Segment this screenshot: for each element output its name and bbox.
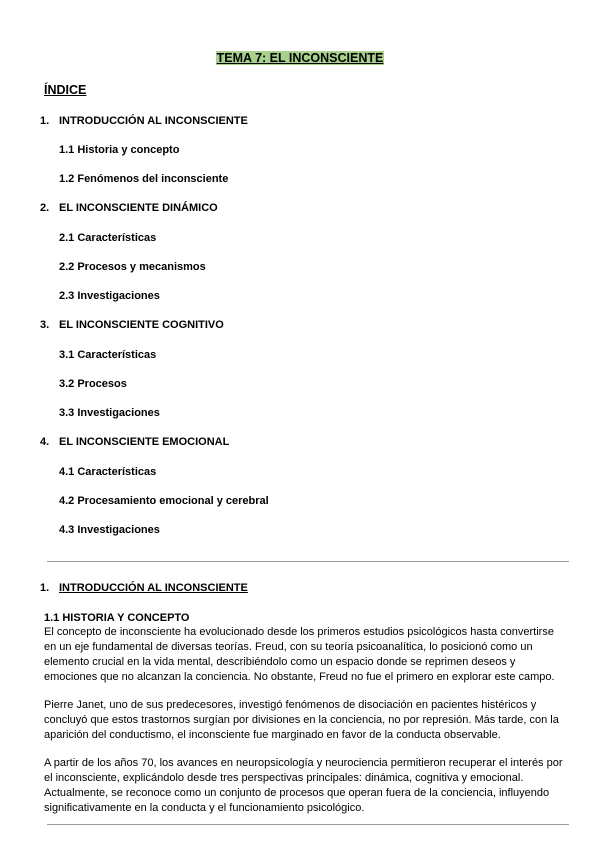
bottom-divider [47,824,569,825]
page-title [0,50,600,66]
toc-item-2-3[interactable]: 2.3 Investigaciones [59,290,160,302]
toc-label: EL INCONSCIENTE COGNITIVO [59,319,224,331]
section-heading [40,581,248,595]
toc-number: 1. [40,115,50,127]
index-heading: ÍNDICE [44,83,87,97]
toc-item-3-2[interactable]: 3.2 Procesos [59,378,127,390]
page-title-text: TEMA 7: EL INCONSCIENTE [216,51,384,65]
paragraph-line: El concepto de inconsciente ha evolucionado desde los primeros estudios psicológicos hasta convertirse [44,626,554,638]
paragraph-line: aparición del conductismo, el inconsciente fue marginado en favor de la conducta observable. [44,729,501,741]
toc-item-1-1[interactable]: 1.1 Historia y concepto [59,144,180,156]
paragraph-line: elemento crucial en la vida mental, describiéndolo como un espacio donde se reprimen deseos y [44,656,516,668]
paragraph [44,756,564,816]
toc-item-4-1[interactable]: 4.1 Características [59,466,157,478]
toc-item-4[interactable] [40,435,229,449]
section-heading-text: INTRODUCCIÓN AL INCONSCIENTE [59,582,248,594]
toc-item-2-1[interactable]: 2.1 Características [59,232,157,244]
paragraph-line: en un eje fundamental de diversas teorías. Freud, con su teoría psicoanalítica, lo posicionó como un [44,641,533,653]
toc-item-4-3[interactable]: 4.3 Investigaciones [59,524,160,536]
toc-number: 3. [40,319,50,331]
toc-item-1-2[interactable]: 1.2 Fenómenos del inconsciente [59,173,229,185]
section-divider [47,561,569,562]
toc-item-4-2[interactable]: 4.2 Procesamiento emocional y cerebral [59,495,269,507]
toc-item-3[interactable] [40,318,224,332]
paragraph-line: Actualmente, se reconoce como un conjunto de procesos que operan fuera de la conciencia, influyendo [44,787,550,799]
toc-item-2-2[interactable]: 2.2 Procesos y mecanismos [59,261,206,273]
toc-label: EL INCONSCIENTE DINÁMICO [59,202,218,214]
paragraph-line: emociones que no alcanzan la conciencia. No obstante, Freud no fue el primero en explorar este campo. [44,671,555,683]
paragraph [44,698,564,743]
paragraph-line: el inconsciente, explicándolo desde tres perspectivas principales: dinámica, cognitiva y emocional. [44,772,524,784]
toc-number: 2. [40,202,50,214]
paragraph [44,625,564,685]
paragraph-line: Pierre Janet, uno de sus predecesores, investigó fenómenos de disociación en pacientes histéricos y [44,699,537,711]
toc-item-3-1[interactable]: 3.1 Características [59,349,157,361]
toc-item-3-3[interactable]: 3.3 Investigaciones [59,407,160,419]
paragraph-line: significativamente en la conducta y el funcionamiento psicológico. [44,802,365,814]
toc-label: INTRODUCCIÓN AL INCONSCIENTE [59,115,248,127]
paragraph-line: concluyó que estos trastornos surgían por divisiones en la conciencia, no por represión. Más tarde, con la [44,714,559,726]
paragraph-line: A partir de los años 70, los avances en neuropsicología y neurociencia permitieron recuperar el interés por [44,757,563,769]
toc-number: 4. [40,436,50,448]
toc-label: EL INCONSCIENTE EMOCIONAL [59,436,230,448]
toc-item-2[interactable] [40,201,218,215]
section-number: 1. [40,582,50,594]
toc-item-1[interactable] [40,114,248,128]
subsection-heading: 1.1 HISTORIA Y CONCEPTO [44,612,190,624]
